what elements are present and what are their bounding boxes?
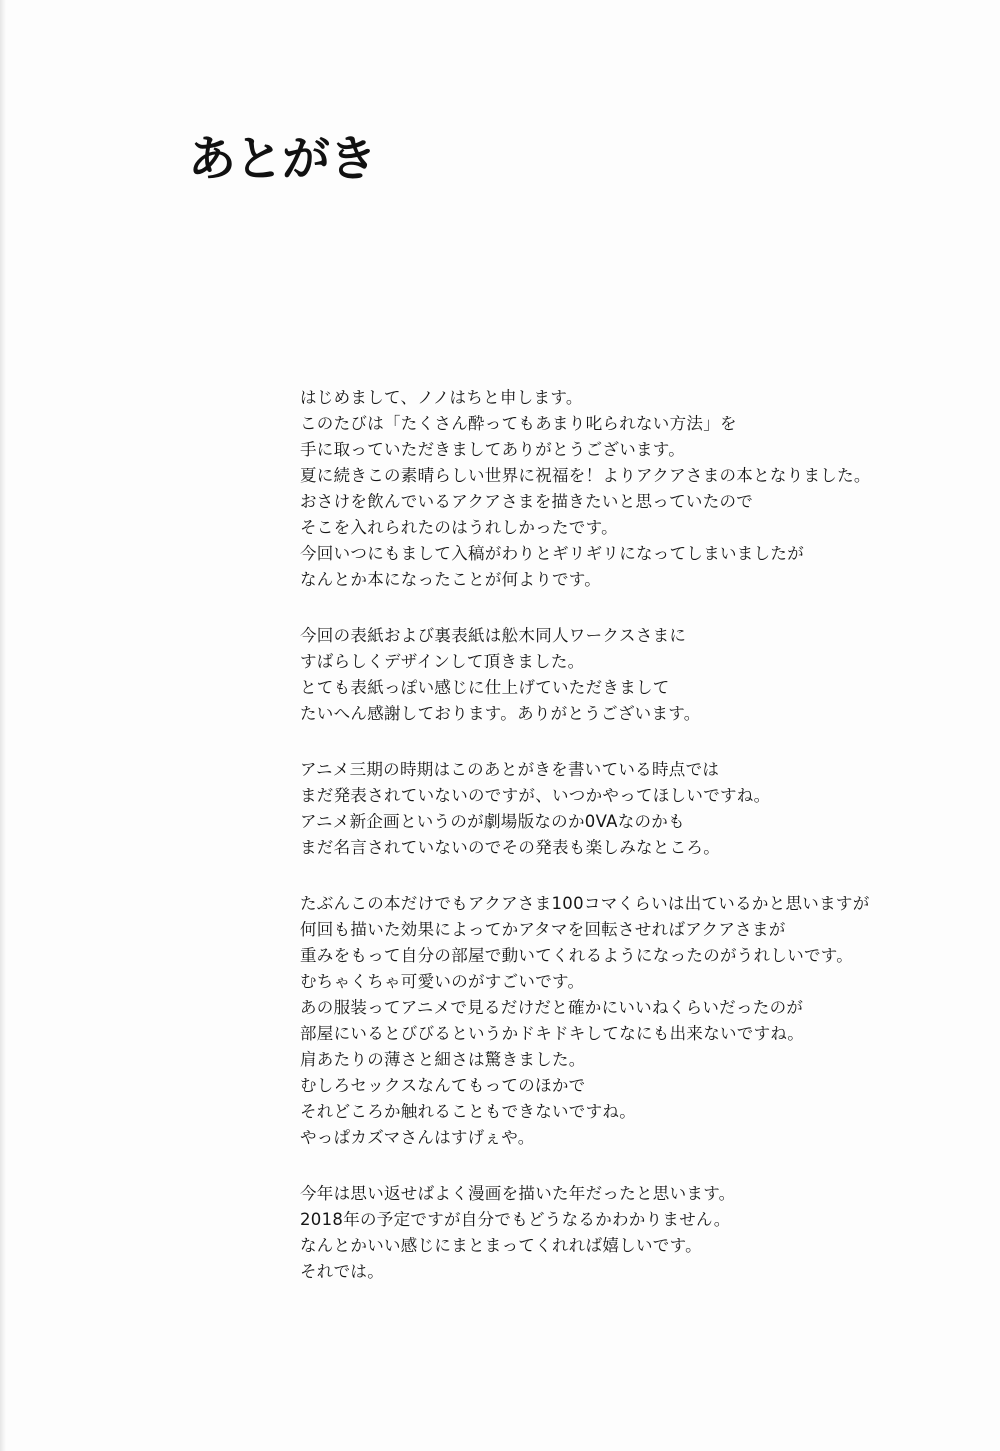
afterword-body <box>300 385 960 1315</box>
text-line: やっぱカズマさんはすげぇや。 <box>300 1128 535 1147</box>
text-line: たぶんこの本だけでもアクアさま100コマくらいは出ているかと思いますが <box>300 894 870 913</box>
text-line: すばらしくデザインして頂きました。 <box>300 652 585 671</box>
text-line: アニメ三期の時期はこのあとがきを書いている時点では <box>300 760 720 779</box>
text-line: はじめまして、ノノはちと申します。 <box>300 388 583 407</box>
text-line: 部屋にいるとびびるというかドキドキしてなにも出来ないですね。 <box>300 1024 804 1043</box>
page-title: あとがき <box>188 131 377 187</box>
text-line: 肩あたりの薄さと細さは驚きました。 <box>300 1050 586 1069</box>
text-line: たいへん感謝しております。ありがとうございます。 <box>300 704 701 723</box>
text-line: それどころか触れることもできないですね。 <box>300 1102 636 1121</box>
text-line: むちゃくちゃ可愛いのがすごいです。 <box>300 972 585 991</box>
text-line: このたびは「たくさん酔ってもあまり叱られない方法」を <box>300 414 737 433</box>
text-line: むしろセックスなんてもってのほかで <box>300 1076 586 1095</box>
text-line: おさけを飲んでいるアクアさまを描きたいと思っていたので <box>300 492 754 511</box>
text-line: 今回の表紙および裏表紙は舩木同人ワークスさまに <box>300 626 687 645</box>
text-line: アニメ新企画というのが劇場版なのか0VAなのかも <box>300 812 685 831</box>
text-line: まだ発表されていないのですが、いつかやってほしいですね。 <box>300 786 771 805</box>
text-line: そこを入れられたのはうれしかったです。 <box>300 518 618 537</box>
page-edge-shadow <box>0 0 6 1451</box>
text-line: 重みをもって自分の部屋で動いてくれるようになったのがうれしいです。 <box>300 946 854 965</box>
text-line: まだ名言されていないのでその発表も楽しみなところ。 <box>300 838 720 857</box>
paragraph-2 <box>300 623 960 727</box>
text-line: なんとかいい感じにまとまってくれれば嬉しいです。 <box>300 1236 702 1255</box>
paragraph-4 <box>300 891 960 1151</box>
text-line: あの服装ってアニメで見るだけだと確かにいいねくらいだったのが <box>300 998 804 1017</box>
text-line: 2018年の予定ですが自分でもどうなるかわかりません。 <box>300 1210 731 1229</box>
text-line: 手に取っていただきましてありがとうございます。 <box>300 440 686 459</box>
text-line: 今回いつにもまして入稿がわりとギリギリになってしまいましたが <box>300 544 804 563</box>
paragraph-3 <box>300 757 960 861</box>
text-line: 何回も描いた効果によってかアタマを回転させればアクアさまが <box>300 920 786 939</box>
text-line: 夏に続きこの素晴らしい世界に祝福を！よりアクアさまの本となりました。 <box>300 466 871 485</box>
text-line: 今年は思い返せばよく漫画を描いた年だったと思います。 <box>300 1184 736 1203</box>
paragraph-1 <box>300 385 960 593</box>
text-line: なんとか本になったことが何よりです。 <box>300 570 602 589</box>
text-line: それでは。 <box>300 1262 384 1281</box>
text-line: とても表紙っぽい感じに仕上げていただきまして <box>300 678 670 697</box>
paragraph-5 <box>300 1181 960 1285</box>
